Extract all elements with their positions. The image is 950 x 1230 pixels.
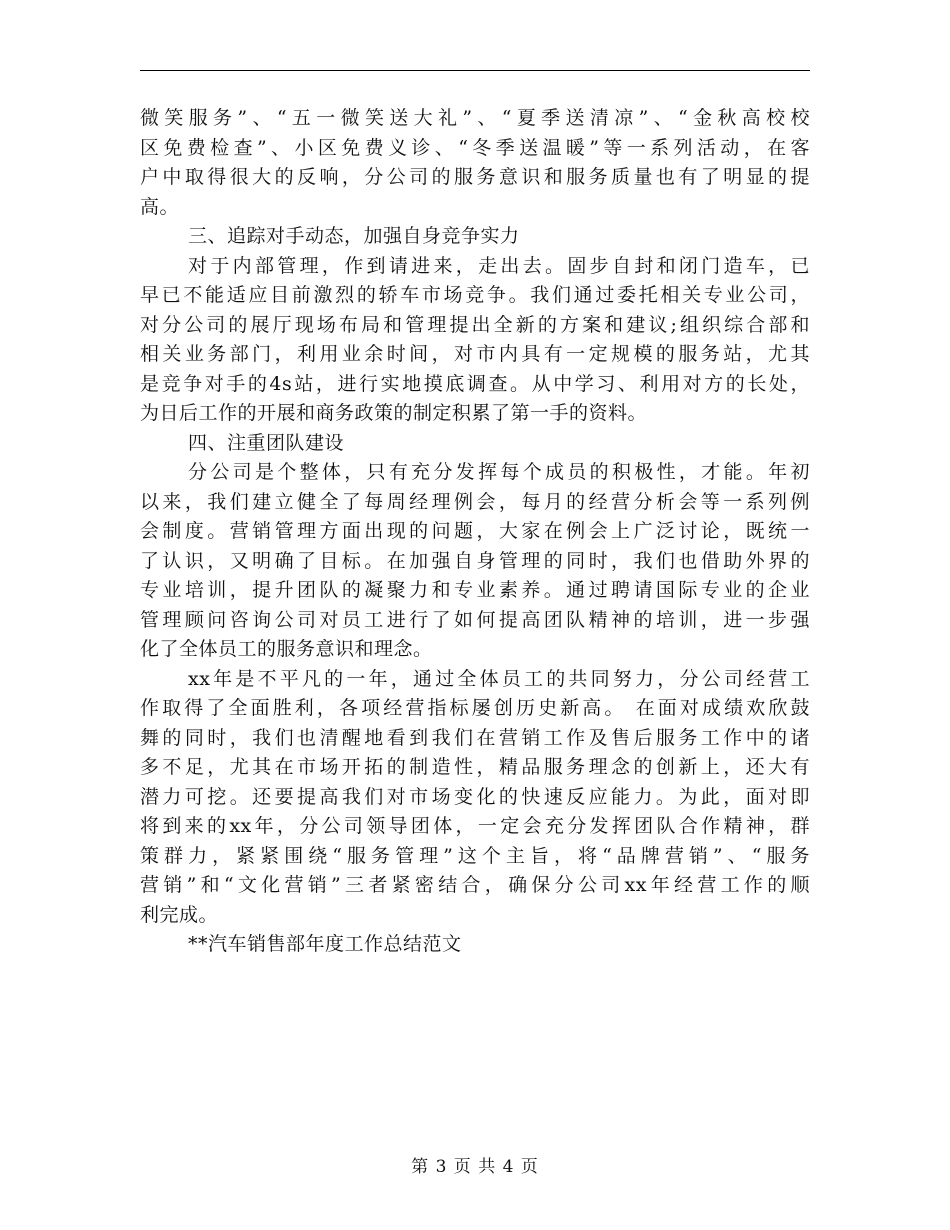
text-line: 区免费检查”、小区免费义诊、“冬季送温暖”等一系列活动，在客	[140, 136, 810, 159]
page-number-footer: 第 3 页 共 4 页	[411, 1157, 539, 1177]
text-line: 作取得了全面胜利，各项经营指标屡创历史新高。 在面对成绩欢欣鼓	[140, 697, 810, 719]
header-rule	[140, 70, 810, 71]
text-line: 了认识，又明确了目标。在加强自身管理的同时，我们也借助外界的	[140, 549, 810, 572]
text-line: 化了全体员工的服务意识和理念。	[140, 638, 433, 660]
text-line: 是竞争对手的4s站，进行实地摸底调查。从中学习、利用对方的长处，	[140, 372, 810, 395]
text-line: 为日后工作的开展和商务政策的制定积累了第一手的资料。	[140, 402, 648, 424]
text-line: 对分公司的展厅现场布局和管理提出全新的方案和建议;组织综合部和	[140, 313, 810, 336]
text-line: 早已不能适应目前激烈的轿车市场竞争。我们通过委托相关专业公司，	[140, 284, 810, 306]
text-line: 策群力，紧紧围绕“服务管理”这个主旨，将“品牌营销”、“服务	[140, 844, 810, 867]
text-line: 利完成。	[140, 903, 219, 926]
text-line: 舞的同时，我们也清醒地看到我们在营销工作及售后服务工作中的诸	[140, 726, 810, 749]
text-line: 潜力可挖。还要提高我们对市场变化的快速反应能力。为此，面对即	[140, 785, 810, 808]
text-line: 四、注重团队建设	[188, 431, 345, 454]
text-line: 户中取得很大的反响，分公司的服务意识和服务质量也有了明显的提	[140, 166, 810, 188]
text-line: 对于内部管理，作到请进来，走出去。固步自封和闭门造车，已	[188, 254, 810, 277]
text-line: 将到来的xx年，分公司领导团体，一定会充分发挥团队合作精神，群	[140, 815, 810, 837]
text-line: 以来，我们建立健全了每周经理例会，每月的经营分析会等一系列例	[140, 490, 810, 513]
text-line: xx年是不平凡的一年，通过全体员工的共同努力，分公司经营工	[188, 667, 810, 690]
text-line: 分公司是个整体，只有充分发挥每个成员的积极性，才能。年初	[188, 461, 810, 483]
text-line: 三、追踪对手动态，加强自身竞争实力	[188, 225, 520, 247]
text-line: 营销”和“文化营销”三者紧密结合，确保分公司xx年经营工作的顺	[140, 874, 810, 896]
text-line: 会制度。营销管理方面出现的问题，大家在例会上广泛讨论，既统一	[140, 520, 810, 542]
text-line: 微笑服务”、“五一微笑送大礼”、“夏季送清凉”、“金秋高校校	[140, 107, 810, 129]
document-body	[140, 104, 810, 960]
text-line: 相关业务部门，利用业余时间，对市内具有一定规模的服务站，尤其	[140, 343, 810, 365]
text-line: 管理顾问咨询公司对员工进行了如何提高团队精神的培训，进一步强	[140, 608, 810, 631]
text-line: 多不足，尤其在市场开拓的制造性，精品服务理念的创新上，还大有	[140, 756, 810, 778]
text-line: **汽车销售部年度工作总结范文	[188, 933, 462, 955]
text-line: 高。	[140, 195, 180, 218]
text-line: 专业培训，提升团队的凝聚力和专业素养。通过聘请国际专业的企业	[140, 579, 810, 601]
